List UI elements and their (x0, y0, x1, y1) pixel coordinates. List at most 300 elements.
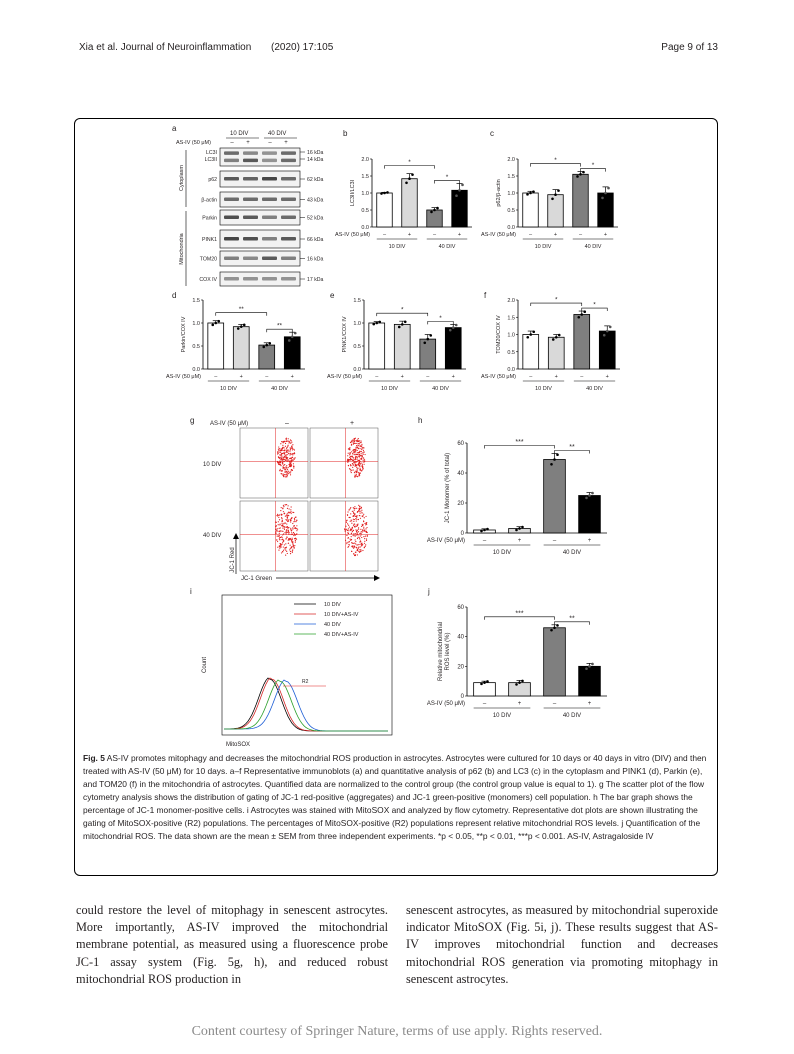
scatter-point (359, 512, 360, 513)
scatter-point (362, 544, 363, 545)
x-treatment-label: AS-IV (50 μM) (426, 701, 465, 707)
scatter-point (291, 513, 292, 514)
scatter-point (292, 448, 293, 449)
scatter-point (355, 449, 356, 450)
x-sign: – (552, 701, 557, 707)
scatter-point (361, 470, 362, 471)
scatter-point (360, 541, 361, 542)
scatter-point (354, 510, 355, 511)
data-point (380, 192, 383, 195)
data-point (607, 187, 610, 190)
data-point (404, 321, 407, 324)
scatter-point (285, 504, 286, 505)
data-point (483, 529, 486, 532)
bar (427, 210, 443, 227)
scatter-point (285, 547, 286, 548)
scatter-point (351, 470, 352, 471)
scatter-point (353, 521, 354, 522)
data-point (480, 530, 483, 533)
scatter-point (347, 511, 348, 512)
scatter-point (280, 510, 281, 511)
data-point (518, 527, 521, 530)
blot-band-box (220, 148, 300, 166)
bar (523, 335, 539, 370)
scatter-point (287, 508, 288, 509)
data-point (386, 191, 389, 194)
blot-band (281, 177, 296, 181)
scatter-point (351, 519, 352, 520)
scatter-point (290, 471, 291, 472)
scatter-point (286, 504, 287, 505)
scatter-point (285, 446, 286, 447)
data-point (429, 334, 432, 337)
scatter-point (366, 538, 367, 539)
data-point (553, 458, 556, 461)
sig-label: * (445, 173, 449, 181)
scatter-point (291, 517, 292, 518)
scatter-point (290, 453, 291, 454)
scatter-point (349, 447, 350, 448)
scatter-point (285, 519, 286, 520)
scatter-point (281, 454, 282, 455)
scatter-point (282, 543, 283, 544)
scatter-point (352, 546, 353, 547)
blot-band (262, 198, 277, 202)
scatter-point (356, 471, 357, 472)
data-point (526, 193, 529, 196)
scatter-point (284, 548, 285, 549)
scatter-point (288, 530, 289, 531)
scatter-point (357, 544, 358, 545)
y-tick-label: 0.0 (361, 225, 369, 231)
scatter-point (295, 457, 296, 458)
scatter-point (283, 457, 284, 458)
scatter-point (287, 472, 288, 473)
scatter-point (351, 459, 352, 460)
scatter-point (287, 527, 288, 528)
scatter-point (278, 450, 279, 451)
scatter-point (359, 509, 360, 510)
x-sign: + (605, 374, 609, 380)
panel-letter-e: e (330, 291, 335, 300)
scatter-point (346, 520, 347, 521)
histogram-x-axis-label: MitoSOX (226, 742, 251, 748)
scatter-point (286, 451, 287, 452)
scatter-point (287, 454, 288, 455)
scatter-point (363, 450, 364, 451)
scatter-point (353, 449, 354, 450)
scatter-point (345, 540, 346, 541)
scatter-point (288, 459, 289, 460)
blot-kda-label: 52 kDa (307, 215, 324, 222)
scatter-point (361, 507, 362, 508)
scatter-point (363, 536, 364, 537)
scatter-point (363, 458, 364, 459)
scatter-point (359, 451, 360, 452)
scatter-point (281, 530, 282, 531)
blot-band (243, 257, 258, 261)
scatter-point (355, 443, 356, 444)
x-group-label: 10 DIV (492, 713, 512, 719)
blot-band (281, 257, 296, 261)
scatter-point (281, 546, 282, 547)
scatter-x-axis-label: JC-1 Green (241, 576, 273, 582)
scatter-point (360, 470, 361, 471)
scatter-point (296, 530, 297, 531)
scatter-point (346, 542, 347, 543)
scatter-point (353, 548, 354, 549)
x-sign: – (529, 374, 533, 380)
scatter-point (282, 551, 283, 552)
scatter-point (358, 529, 359, 530)
scatter-point (365, 546, 366, 547)
scatter-point (358, 460, 359, 461)
x-sign: – (265, 374, 269, 380)
scatter-point (348, 460, 349, 461)
scatter-point (353, 440, 354, 441)
scatter-point (348, 541, 349, 542)
data-point (532, 330, 535, 333)
scatter-point (293, 535, 294, 536)
data-point (585, 497, 588, 500)
scatter-point (295, 541, 296, 542)
scatter-point (288, 534, 289, 535)
bar (573, 174, 589, 227)
scatter-point (348, 525, 349, 526)
blot-kda-label: 16 kDa (307, 256, 324, 263)
scatter-point (357, 457, 358, 458)
scatter-point (290, 447, 291, 448)
scatter-point (284, 532, 285, 533)
data-point (405, 182, 408, 185)
scatter-point (353, 515, 354, 516)
scatter-point (361, 442, 362, 443)
scatter-point (357, 439, 358, 440)
scatter-point (356, 531, 357, 532)
scatter-point (289, 454, 290, 455)
bar (544, 628, 566, 696)
data-point (601, 197, 604, 200)
scatter-point (355, 529, 356, 530)
scatter-point (350, 442, 351, 443)
scatter-point (358, 445, 359, 446)
scatter-point (276, 522, 277, 523)
scatter-point (279, 547, 280, 548)
scatter-point (361, 458, 362, 459)
bar (548, 337, 564, 369)
scatter-point (349, 449, 350, 450)
scatter-point (364, 547, 365, 548)
scatter-point (280, 469, 281, 470)
data-point (552, 338, 555, 341)
y-tick-label: 60 (457, 441, 464, 447)
sig-label: ** (569, 615, 575, 623)
scatter-point (355, 533, 356, 534)
data-point (603, 334, 606, 337)
scatter-point (279, 452, 280, 453)
scatter-point (347, 455, 348, 456)
y-axis-label: PINK1/COX IV (342, 316, 348, 353)
scatter-point (354, 472, 355, 473)
scatter-point (355, 552, 356, 553)
scatter-point (283, 506, 284, 507)
x-sign: + (517, 701, 522, 707)
panel-letter-j: j (428, 587, 430, 596)
scatter-point (279, 528, 280, 529)
scatter-point (348, 530, 349, 531)
data-point (556, 453, 559, 456)
blot-protein-label: TOM20 (199, 256, 217, 263)
scatter-point (360, 533, 361, 534)
scatter-point (355, 457, 356, 458)
scatter-point (285, 474, 286, 475)
scatter-point (285, 454, 286, 455)
scatter-point (361, 449, 362, 450)
x-sign: – (432, 232, 437, 238)
scatter-point (358, 505, 359, 506)
blot-kda-label: 17 kDa (307, 277, 324, 283)
scatter-point (281, 507, 282, 508)
x-group-label: 40 DIV (562, 713, 582, 719)
blot-treatment-label: AS-IV (50 μM) (176, 140, 211, 146)
scatter-point (360, 440, 361, 441)
data-point (461, 184, 464, 187)
y-tick-label: 1.0 (361, 191, 369, 197)
x-sign: + (407, 232, 412, 238)
x-sign: + (553, 232, 558, 238)
blot-kda-label: 62 kDa (307, 177, 324, 183)
scatter-point (281, 456, 282, 457)
data-point (579, 173, 582, 176)
scatter-point (276, 530, 277, 531)
scatter-point (355, 471, 356, 472)
scatter-point (357, 519, 358, 520)
scatter-point (365, 535, 366, 536)
scatter-point (348, 537, 349, 538)
scatter-point (363, 468, 364, 469)
scatter-point (283, 550, 284, 551)
scatter-point (364, 538, 365, 539)
scatter-point (293, 512, 294, 513)
bar (369, 323, 385, 369)
blot-band (281, 198, 296, 202)
scatter-point (283, 533, 284, 534)
x-group-label: 40 DIV (432, 386, 449, 392)
scatter-point (356, 526, 357, 527)
x-sign: + (587, 701, 592, 707)
blot-sign: – (268, 140, 272, 146)
scatter-point (354, 513, 355, 514)
scatter-point (348, 453, 349, 454)
scatter-point (277, 541, 278, 542)
scatter-point (362, 516, 363, 517)
scatter-point (347, 523, 348, 524)
scatter-point (361, 462, 362, 463)
scatter-point (277, 528, 278, 529)
bar (259, 345, 275, 369)
scatter-point (365, 528, 366, 529)
scatter-point (361, 510, 362, 511)
scatter-point (351, 536, 352, 537)
scatter-point (294, 547, 295, 548)
data-point (455, 324, 458, 327)
scatter-point (288, 467, 289, 468)
scatter-point (364, 517, 365, 518)
blot-protein-label: p62 (208, 177, 217, 183)
scatter-point (361, 453, 362, 454)
scatter-point (362, 452, 363, 453)
bar (445, 328, 461, 369)
scatter-point (291, 442, 292, 443)
scatter-point (360, 535, 361, 536)
scatter-point (360, 468, 361, 469)
scatter-point (282, 450, 283, 451)
gate-label: R2 (302, 679, 309, 685)
body-text-right: senescent astrocytes, as measured by mitochondrial superoxide indicator MitoSOX (Fig. 5i, j). These results suggest that AS-IV improves mitochondrial function and decreases mitochondrial ROS generation via promoting mitophagy in senescent astrocytes. (406, 903, 718, 986)
bar (474, 683, 496, 696)
data-point (294, 332, 297, 335)
scatter-point (283, 452, 284, 453)
scatter-treatment-label: AS-IV (50 μM) (210, 421, 249, 427)
figure-caption (83, 752, 709, 843)
scatter-point (350, 469, 351, 470)
blot-band (243, 277, 258, 281)
blot-band (262, 237, 277, 241)
scatter-point (363, 530, 364, 531)
scatter-point (292, 539, 293, 540)
data-point (262, 346, 265, 349)
scatter-point (357, 530, 358, 531)
scatter-point (352, 531, 353, 532)
scatter-point (287, 446, 288, 447)
blot-band (262, 257, 277, 261)
x-sign: + (290, 374, 294, 380)
scatter-point (288, 453, 289, 454)
y-tick-label: 0.5 (507, 208, 515, 214)
data-point (529, 192, 532, 195)
scatter-point (296, 520, 297, 521)
scatter-col-sign: + (350, 420, 355, 427)
scatter-point (293, 466, 294, 467)
scatter-point (356, 445, 357, 446)
scatter-point (278, 524, 279, 525)
sig-label: * (593, 301, 596, 309)
scatter-point (355, 543, 356, 544)
scatter-point (358, 475, 359, 476)
x-treatment-label: AS-IV (50 μM) (327, 374, 362, 380)
data-point (436, 207, 439, 210)
scatter-point (284, 513, 285, 514)
scatter-point (279, 464, 280, 465)
data-point (240, 325, 243, 328)
scatter-point (293, 532, 294, 533)
data-point (480, 683, 483, 686)
blot-protein-label: β-actin (201, 197, 217, 204)
blot-band (224, 237, 239, 241)
scatter-point (292, 444, 293, 445)
scatter-point (279, 457, 280, 458)
blot-band (262, 216, 277, 220)
scatter-point (288, 543, 289, 544)
x-sign: + (239, 374, 243, 380)
scatter-point (290, 521, 291, 522)
data-point (237, 327, 240, 330)
data-point (449, 329, 452, 332)
scatter-point (364, 529, 365, 530)
blot-band (243, 177, 258, 181)
scatter-point (357, 549, 358, 550)
scatter-point (352, 511, 353, 512)
scatter-point (358, 465, 359, 466)
panel-letter-i: i (190, 587, 192, 596)
scatter-point (365, 544, 366, 545)
scatter-point (344, 528, 345, 529)
bar (598, 193, 614, 227)
scatter-plot-frame (240, 428, 308, 498)
scatter-point (356, 533, 357, 534)
bar (284, 337, 300, 369)
scatter-point (353, 438, 354, 439)
x-sign: + (451, 374, 455, 380)
scatter-point (357, 524, 358, 525)
data-point (553, 626, 556, 629)
caption-label: Fig. 5 (83, 753, 105, 763)
scatter-point (359, 537, 360, 538)
data-point (426, 338, 429, 341)
data-point (550, 629, 553, 632)
scatter-point (292, 549, 293, 550)
scatter-point (351, 456, 352, 457)
x-group-label: 40 DIV (584, 244, 602, 250)
scatter-point (286, 476, 287, 477)
scatter-point (282, 521, 283, 522)
scatter-point (294, 459, 295, 460)
scatter-point (278, 536, 279, 537)
scatter-point (356, 474, 357, 475)
scatter-point (353, 533, 354, 534)
scatter-point (282, 531, 283, 532)
scatter-point (284, 461, 285, 462)
scatter-point (281, 514, 282, 515)
scatter-point (290, 519, 291, 520)
body-text-left: could restore the level of mitophagy in senescent astrocytes. More importantly, AS-IV improved the mitochondrial membrane potential, as measured using a fluorescence probe JC-1 assay system (Fig. 5g, h), and reduced robust mitochondrial ROS production in (76, 903, 388, 986)
scatter-point (279, 448, 280, 449)
x-sign: – (214, 374, 218, 380)
blot-band (224, 277, 239, 281)
scatter-point (353, 513, 354, 514)
scatter-point (355, 447, 356, 448)
data-point (515, 683, 518, 686)
scatter-point (358, 448, 359, 449)
x-sign: + (517, 538, 522, 544)
data-point (452, 326, 455, 329)
scatter-point (367, 536, 368, 537)
scatter-point (349, 538, 350, 539)
data-point (606, 330, 609, 333)
scatter-point (292, 449, 293, 450)
scatter-point (360, 511, 361, 512)
blot-band (243, 159, 258, 163)
scatter-point (294, 520, 295, 521)
histogram-legend-entry: 10 DIV (324, 602, 341, 608)
scatter-point (285, 522, 286, 523)
data-point (268, 342, 271, 345)
scatter-point (286, 460, 287, 461)
scatter-point (289, 465, 290, 466)
scatter-point (284, 526, 285, 527)
scatter-point (279, 460, 280, 461)
scatter-point (350, 521, 351, 522)
